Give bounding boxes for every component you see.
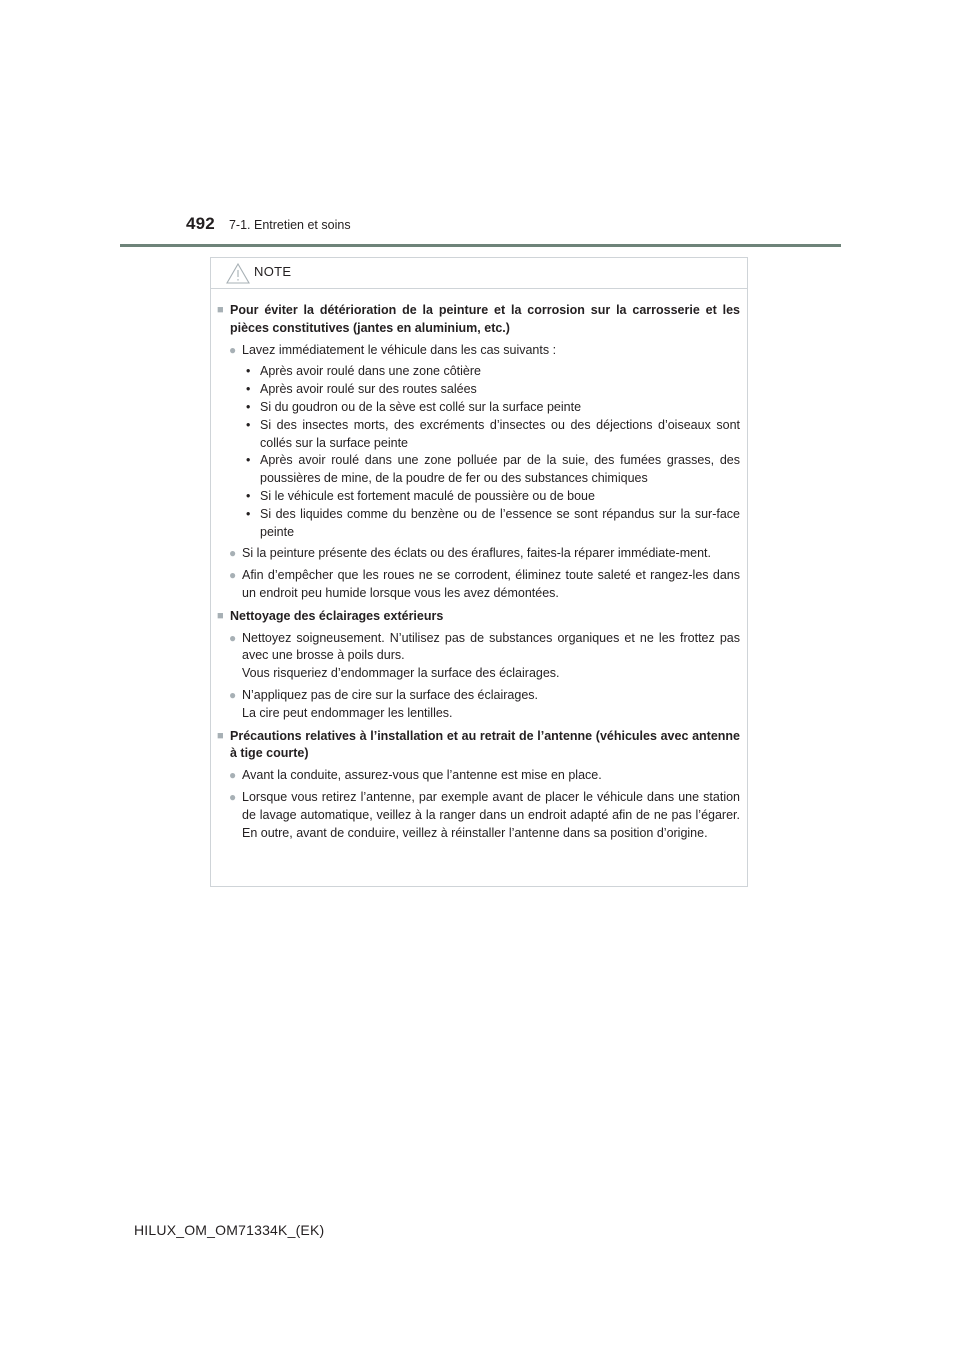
sub-list [242,363,740,541]
circle-bullet-icon: ● [229,789,237,804]
warning-triangle-icon [226,263,250,284]
square-bullet-icon: ■ [217,304,224,316]
list-item: • Après avoir roulé dans une zone polluée par de la suie, des fumées grasses, des poussières de mine, de la poudre de fer ou des substances chimiques [246,453,740,486]
note-header [211,258,747,289]
list-item: • Si des insectes morts, des excréments d’insectes ou des déjections d’oiseaux sont collés sur la surface peinte [246,417,740,450]
circle-bullet-icon: ● [229,568,237,583]
note-bullet: ● Lorsque vous retirez l’antenne, par exemple avant de placer le véhicule dans une station de lavage automatique, veillez à la ranger dans un endroit adapté afin de ne pas l’égarer. En outre, avant de conduire, veillez à réinstaller l’antenne dans sa position d’origine. [217,789,740,842]
note-box [210,257,748,887]
note-bullet: ● Lavez immédiatement le véhicule dans les cas suivants : [217,342,740,360]
header-rule [120,244,841,247]
square-bullet-icon: ■ [217,729,224,742]
square-bullet-icon: ■ [217,609,224,622]
note-bullet: ● Si la peinture présente des éclats ou des éraflures, faites-la réparer immédiate-ment. [217,545,740,563]
note-heading: ■ Pour éviter la détérioration de la peinture et la corrosion sur la carrosserie et les pièces constitutives (jantes en aluminium, etc.) [217,302,740,338]
note-bullet: ● N’appliquez pas de cire sur la surface des éclairages. La cire peut endommager les lentilles. [217,687,740,723]
note-bullet: ● Avant la conduite, assurez-vous que l’antenne est mise en place. [217,767,740,785]
list-item: • Après avoir roulé sur des routes salées [246,382,477,397]
note-bullet: ● Afin d’empêcher que les roues ne se corrodent, éliminez toute saleté et rangez-les dans un endroit peu humide lorsque vous les avez démontées. [217,567,740,603]
page-header [186,214,351,234]
list-item: • Si du goudron ou de la sève est collé sur la surface peinte [246,399,582,414]
circle-bullet-icon: ● [229,768,237,783]
page-number: 492 [186,214,215,233]
section-title: 7-1. Entretien et soins [228,218,351,232]
list-item: • Si le véhicule est fortement maculé de poussière ou de boue [246,488,595,503]
note-heading: ■ Nettoyage des éclairages extérieurs [217,608,740,626]
circle-bullet-icon: ● [229,687,237,702]
circle-bullet-icon: ● [229,342,237,357]
list-item: • Après avoir roulé dans une zone côtière [246,364,481,379]
note-heading: ■ Précautions relatives à l’installation et au retrait de l’antenne (véhicules avec antenne à tige courte) [217,728,740,764]
note-body [211,289,747,842]
note-label: NOTE [254,264,292,279]
note-bullet: ● Nettoyez soigneusement. N’utilisez pas de substances organiques et ne les frottez pas avec une brosse à poils durs. Vous risqueriez d’endommager la surface des éclairages. [217,630,740,683]
document-code: HILUX_OM_OM71334K_(EK) [134,1222,325,1238]
list-item: • Si des liquides comme du benzène ou de l’essence se sont répandus sur la sur-face peinte [246,506,740,539]
circle-bullet-icon: ● [229,630,237,645]
circle-bullet-icon: ● [229,546,237,561]
